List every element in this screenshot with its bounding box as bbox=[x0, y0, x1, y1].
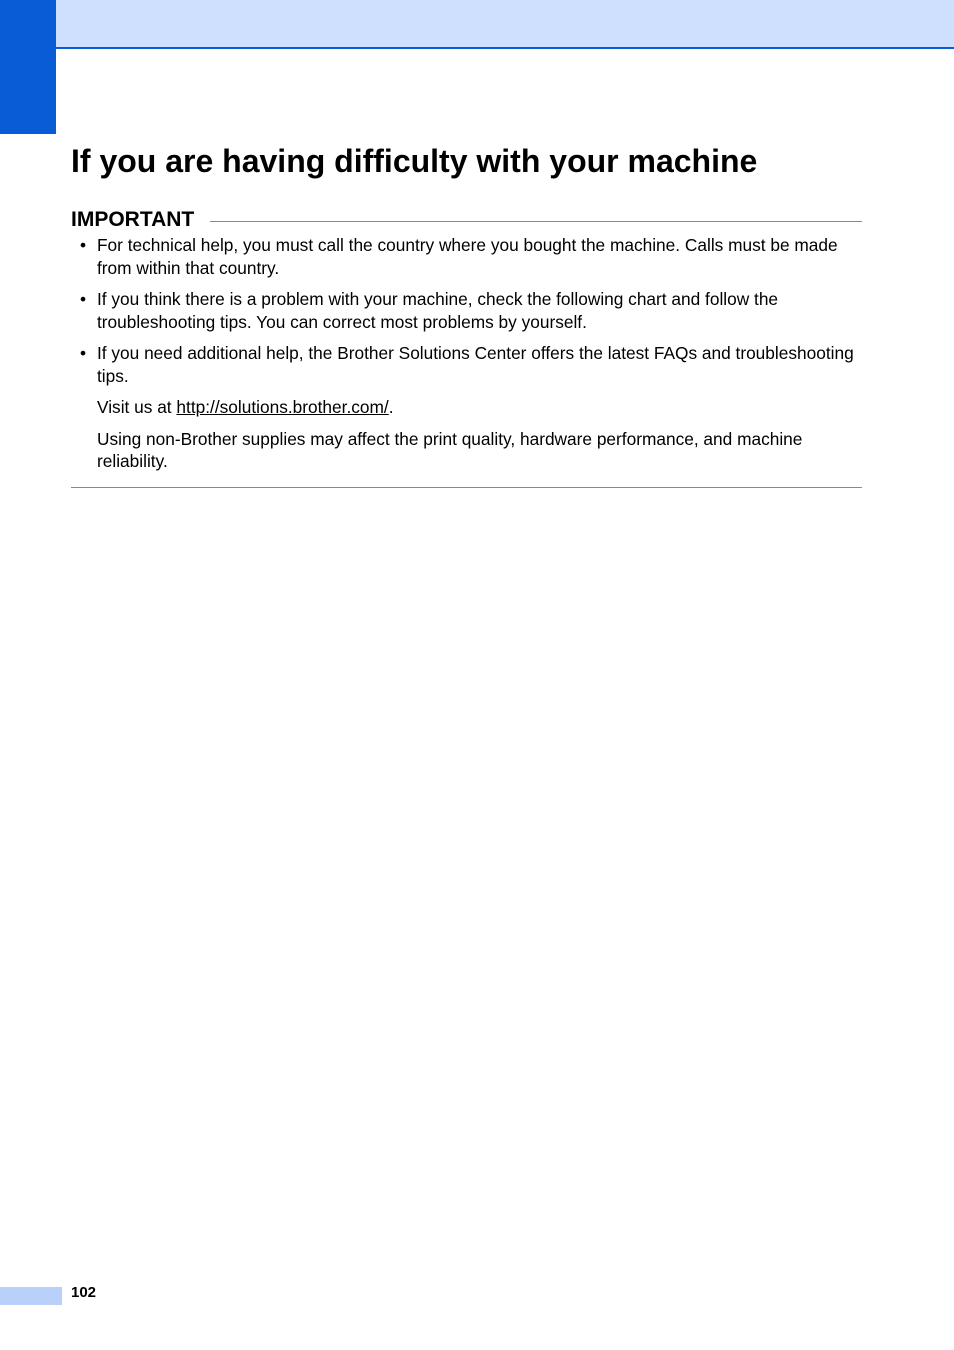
list-item bbox=[71, 288, 862, 333]
supplies-note: Using non-Brother supplies may affect the print quality, hardware performance, and machine reliability. bbox=[97, 428, 803, 471]
important-top-rule bbox=[210, 221, 862, 222]
header-band bbox=[0, 0, 954, 49]
bullet-icon: • bbox=[80, 343, 87, 363]
footer-tab bbox=[0, 1287, 62, 1305]
visit-suffix: . bbox=[388, 397, 394, 417]
list-item-text: For technical help, you must call the country where you bought the machine. Calls must be made from within that country. bbox=[97, 235, 838, 278]
page-number: 102 bbox=[71, 1284, 97, 1301]
page-title: If you are having difficulty with your machine bbox=[71, 143, 758, 179]
important-header bbox=[71, 206, 862, 234]
bullet-icon: • bbox=[80, 235, 87, 255]
chapter-tab bbox=[0, 0, 56, 134]
visit-prefix: Visit us at bbox=[97, 397, 177, 417]
important-list bbox=[71, 234, 862, 387]
list-item-text: If you think there is a problem with your machine, check the following chart and follow the troubleshooting tips. You can correct most problems by yourself. bbox=[97, 289, 779, 332]
important-label: IMPORTANT bbox=[71, 208, 195, 231]
visit-paragraph bbox=[71, 396, 862, 419]
important-bottom-rule bbox=[71, 487, 862, 488]
list-item-text: If you need additional help, the Brother Solutions Center offers the latest FAQs and troubleshooting tips. bbox=[97, 343, 854, 386]
bullet-icon: • bbox=[80, 289, 87, 309]
list-item bbox=[71, 234, 862, 279]
solutions-center-link[interactable]: http://solutions.brother.com/ bbox=[176, 397, 389, 417]
list-item bbox=[71, 342, 862, 387]
important-box bbox=[71, 206, 862, 488]
